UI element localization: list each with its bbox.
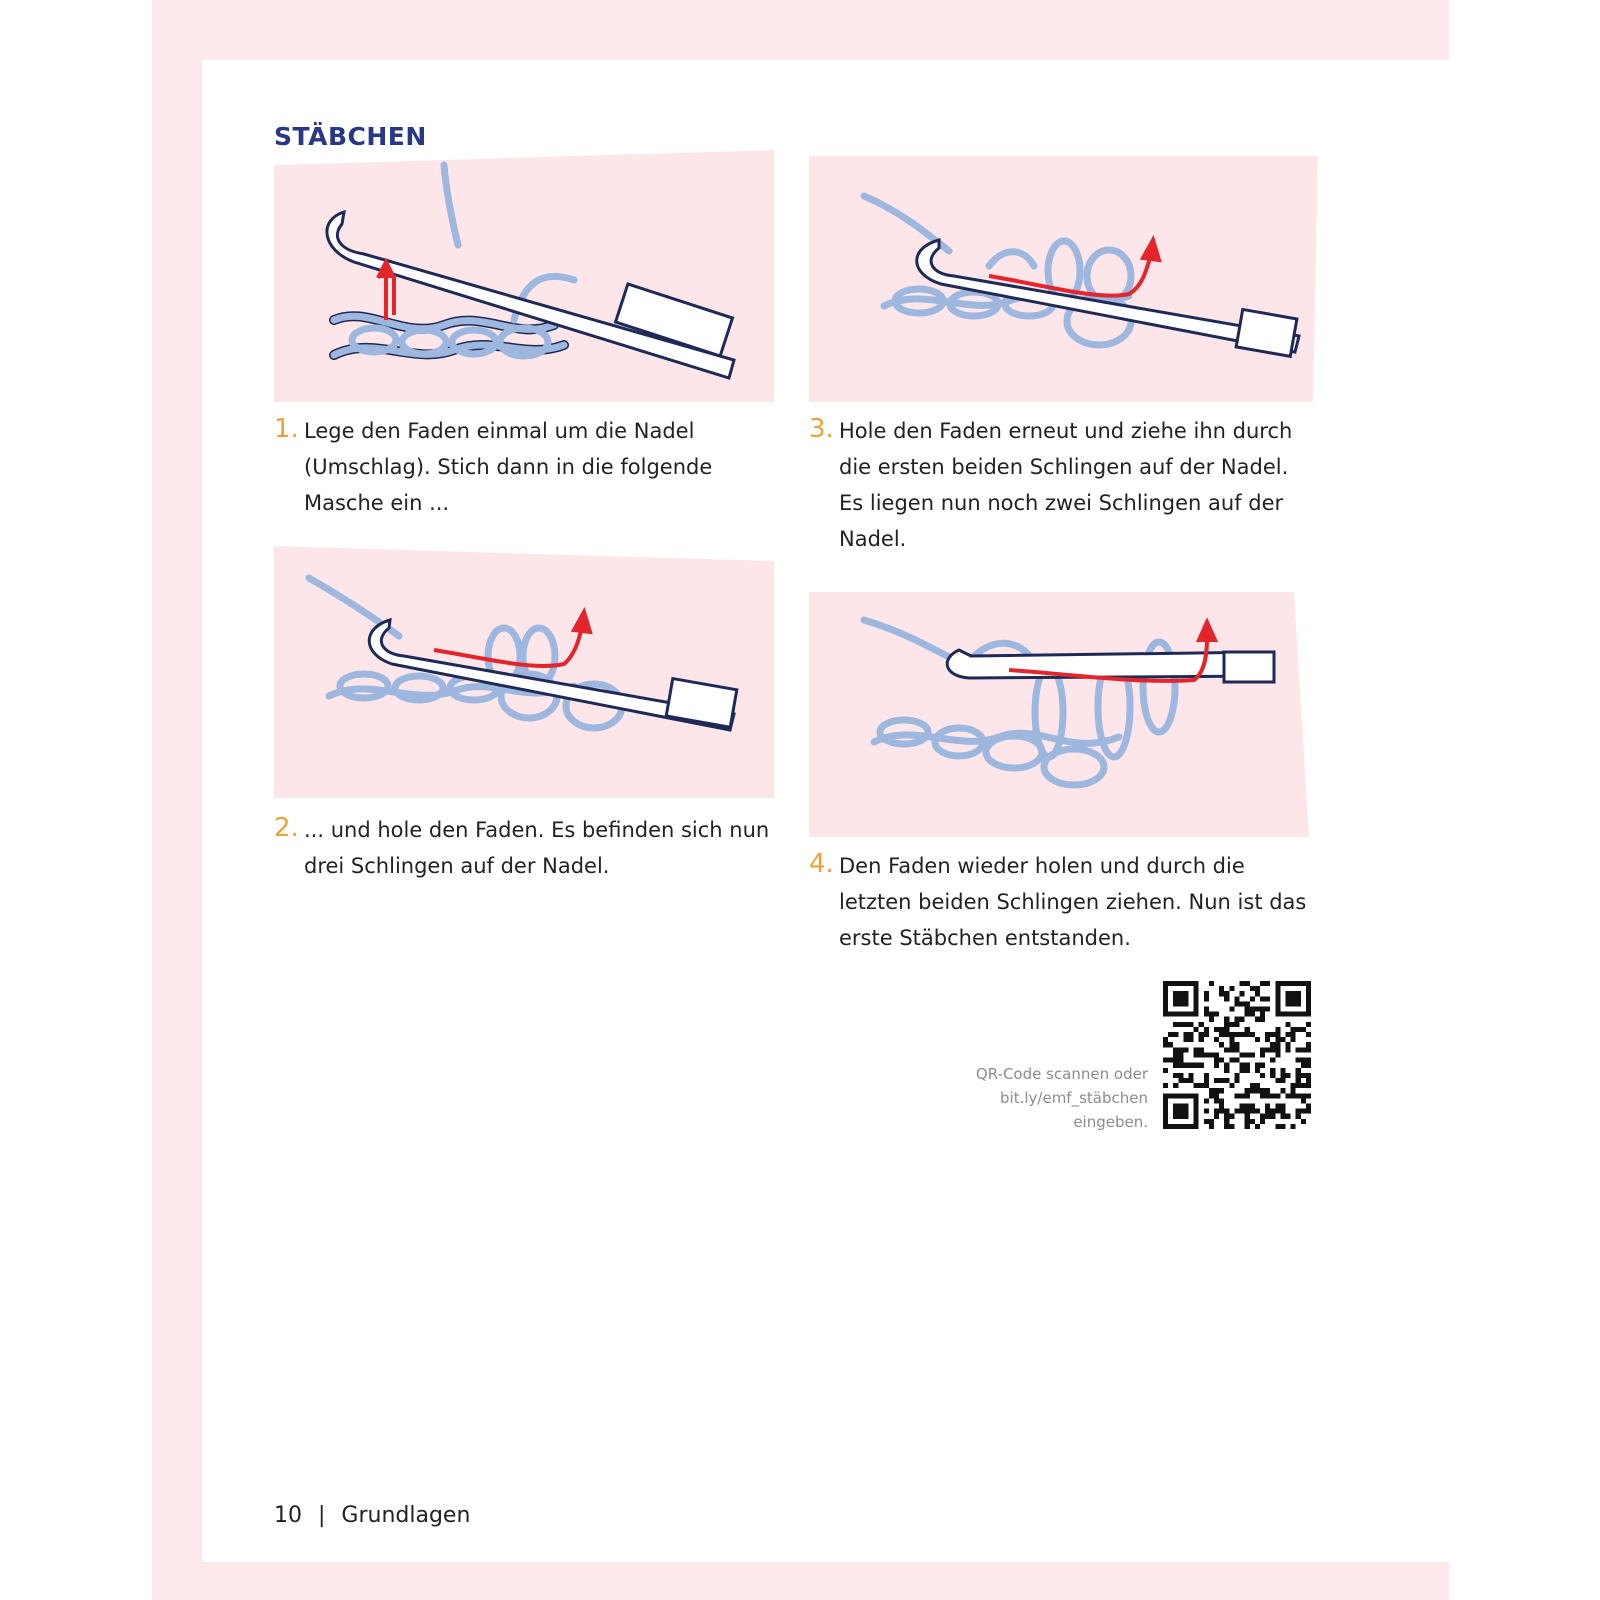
step-4 [809,848,1309,956]
footer-section: Grundlagen [341,1503,471,1528]
illustration-step-2 [274,546,774,798]
step-3 [809,413,1299,557]
crochet-hook-illustration-2 [274,546,774,798]
crochet-hook-illustration-4 [809,592,1309,837]
step-2 [274,812,784,884]
qr-caption [900,1062,1148,1134]
step-number: 1. [274,414,299,444]
page-number: 10 [274,1503,302,1528]
step-text: Den Faden wieder holen und durch die letzten beiden Schlingen ziehen. Nun ist das erste Stäbchen entstanden. [839,854,1307,950]
qr-code-icon[interactable] [1163,981,1311,1129]
illustration-step-1 [274,150,774,402]
page-title: STÄBCHEN [274,122,427,151]
step-number: 4. [809,849,834,879]
qr-caption-line: eingeben. [1073,1113,1148,1131]
step-text: Lege den Faden einmal um die Nadel (Umschlag). Stich dann in die folgende Masche ein ... [304,419,713,515]
crochet-hook-illustration-3 [809,156,1318,402]
step-1 [274,413,784,521]
qr-code-graphic [1163,981,1311,1129]
step-number: 3. [809,414,834,444]
crochet-hook-illustration-1 [274,150,774,402]
step-text: Hole den Faden erneut und ziehe ihn durch die ersten beiden Schlingen auf der Nadel. Es liegen nun noch zwei Schlingen auf der Nadel. [839,419,1293,551]
step-text: ... und hole den Faden. Es befinden sich nun drei Schlingen auf der Nadel. [304,818,770,878]
step-number: 2. [274,813,299,843]
qr-caption-line: QR-Code scannen oder [975,1065,1148,1083]
qr-caption-link[interactable]: bit.ly/emf_stäbchen [1000,1089,1148,1107]
page-footer [274,1503,470,1528]
illustration-step-4 [809,592,1309,837]
footer-separator: | [318,1503,326,1528]
illustration-step-3 [809,156,1318,402]
